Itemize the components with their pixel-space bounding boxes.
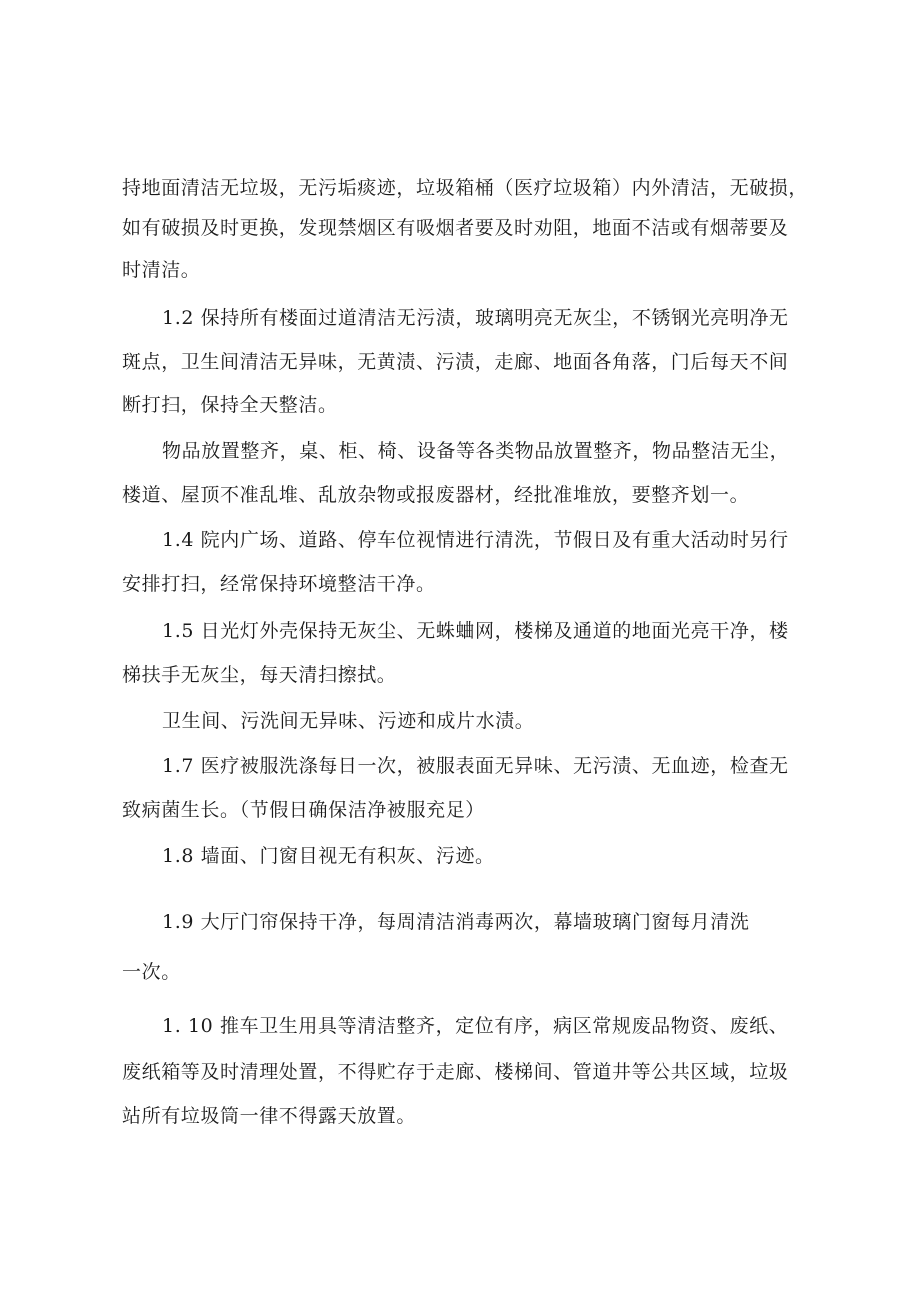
paragraph-line: 时清洁。 [122,259,201,281]
paragraph-line: 卫生间、污洗间无异味、污迹和成片水渍。 [162,710,535,732]
paragraph-line: 持地面清洁无垃圾，无污垢痰迹，垃圾箱桶（医疗垃圾箱）内外清洁，无破损， [122,177,809,199]
paragraph-line: 1.5 日光灯外壳保持无灰尘、无蛛蛐网，楼梯及通道的地面光亮干净，楼 [162,620,789,642]
paragraph-line: 安排打扫，经常保持环境整洁干净。 [122,573,436,595]
paragraph-line: 一次。 [122,961,181,983]
paragraph-line: 物品放置整齐，桌、柜、椅、设备等各类物品放置整齐，物品整洁无尘， [162,440,790,462]
paragraph-line: 1.7 医疗被服洗涤每日一次，被服表面无异味、无污渍、无血迹，检查无 [162,755,789,777]
paragraph-line: 1.2 保持所有楼面过道清洁无污渍，玻璃明亮无灰尘，不锈钢光亮明净无 [162,307,789,329]
paragraph-line: 梯扶手无灰尘，每天清扫擦拭。 [122,664,397,686]
paragraph-line: 斑点，卫生间清洁无异味，无黄渍、污渍，走廊、地面各角落，门后每天不间 [122,351,789,373]
paragraph-line: 站所有垃圾筒一律不得露天放置。 [122,1105,417,1127]
paragraph-line: 致病菌生长。（节假日确保洁净被服充足） [122,799,485,821]
paragraph-line: 楼道、屋顶不准乱堆、乱放杂物或报废器材，经批准堆放，要整齐划一。 [122,484,750,506]
paragraph-line: 1.8 墙面、门窗目视无有积灰、污迹。 [162,845,495,867]
paragraph-line: 1.9 大厅门帘保持干净，每周清洁消毒两次，幕墙玻璃门窗每月清洗 [162,911,750,933]
paragraph-line: 1.4 院内广场、道路、停车位视情进行清洗，节假日及有重大活动时另行 [162,529,789,551]
paragraph-line: 1. 10 推车卫生用具等清洁整齐，定位有序，病区常规废品物资、废纸、 [162,1015,789,1037]
paragraph-line: 断打扫，保持全天整洁。 [122,394,338,416]
paragraph-line: 废纸箱等及时清理处置，不得贮存于走廊、楼梯间、管道井等公共区域，垃圾 [122,1061,789,1083]
paragraph-line: 如有破损及时更换，发现禁烟区有吸烟者要及时劝阻，地面不洁或有烟蒂要及 [122,217,789,239]
